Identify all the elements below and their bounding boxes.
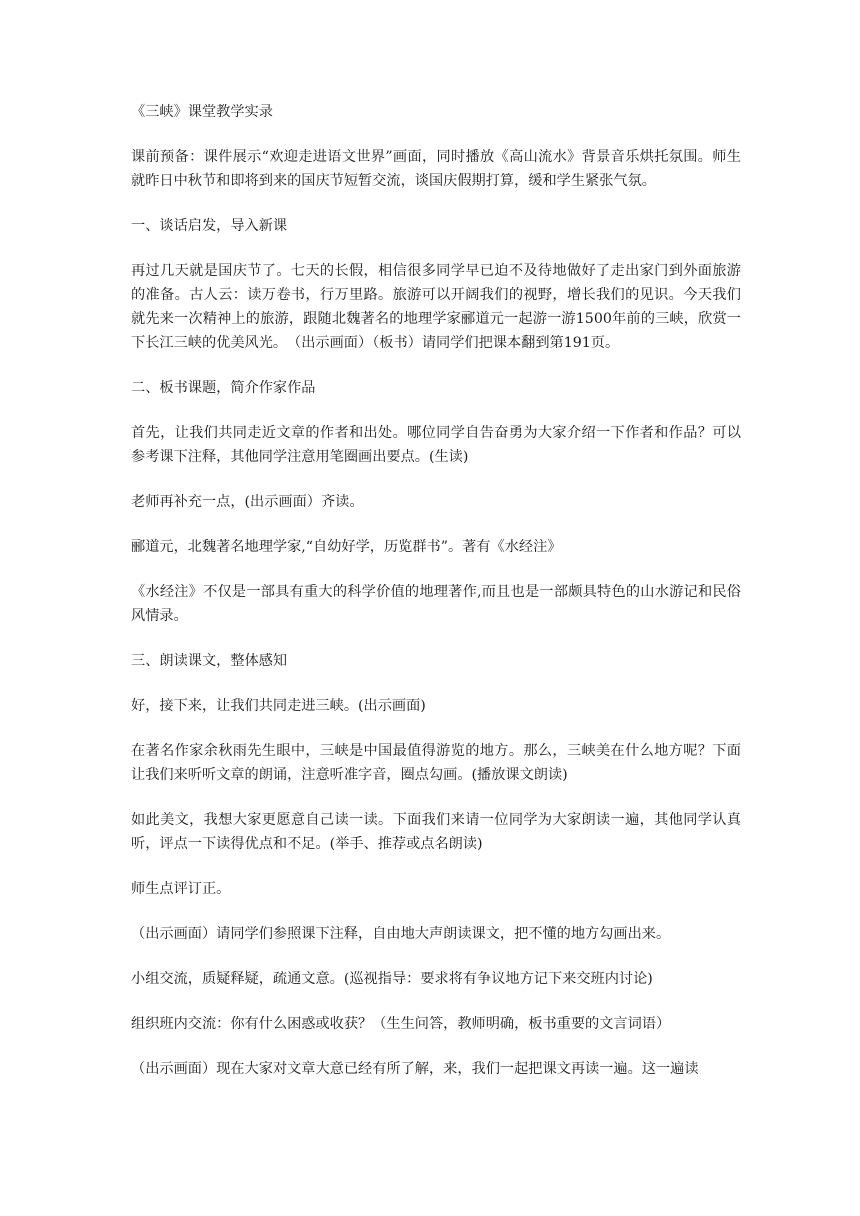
- paragraph-class-exchange: 组织班内交流：你有什么困惑或收获？（生生问答，教师明确，板书重要的文言词语）: [131, 1016, 671, 1032]
- paragraph-teacher-supplement: 老师再补充一点，(出示画面）齐读。: [131, 494, 364, 510]
- paragraph-yu-qiuyu: 在著名作家余秋雨先生眼中，三峡是中国最值得游览的地方。那么，三峡美在什么地方呢？下面让我们来听听文章的朗诵，注意听准字音，圈点勾画。(播放课文朗读): [131, 743, 741, 783]
- paragraph-review: 师生点评订正。: [131, 881, 231, 897]
- paragraph-enter-sanxia: 好，接下来，让我们共同走进三峡。(出示画面): [131, 698, 426, 714]
- paragraph-read-aloud: 如此美文，我想大家更愿意自己读一读。下面我们来请一位同学为大家朗读一遍，其他同学认真听，评点一下读得优点和不足。(举手、推荐或点名朗读): [131, 812, 741, 852]
- section-heading-1: 一、谈话启发，导入新课: [131, 218, 288, 234]
- paragraph-group-discussion: 小组交流，质疑释疑，疏通文意。(巡视指导：要求将有争议地方记下来交班内讨论): [131, 971, 653, 987]
- paragraph-reread: （出示画面）现在大家对文章大意已经有所了解，来，我们一起把课文再读一遍。这一遍读: [131, 1061, 699, 1077]
- paragraph-author-intro: 首先，让我们共同走近文章的作者和出处。哪位同学自告奋勇为大家介绍一下作者和作品？可以参考课下注释，其他同学注意用笔圈画出要点。(生读): [131, 425, 741, 465]
- section-heading-3: 三、朗读课文，整体感知: [131, 653, 288, 669]
- paragraph-intro: 再过几天就是国庆节了。七天的长假，相信很多同学早已迫不及待地做好了走出家门到外面旅游的准备。古人云：读万卷书，行万里路。旅游可以开阔我们的视野，增长我们的见识。今天我们就先来一次精神上的旅游，跟随北魏著名的地理学家郦道元一起游一游1500年前的三峡，欣赏一下长江三峡的优美风光。 （出示画面）（板书）请同学们把课本翻到第191页。: [131, 263, 741, 351]
- paragraph-free-reading: （出示画面）请同学们参照课下注释，自由地大声朗读课文，把不懂的地方勾画出来。: [131, 926, 671, 942]
- document-page: [131, 100, 741, 1102]
- section-heading-2: 二、板书课题，简介作家作品: [131, 380, 316, 396]
- paragraph-li-daoyuan: 郦道元，北魏著名地理学家,“自幼好学，历览群书”。著有《水经注》: [131, 539, 562, 555]
- paragraph-shuijingzhu: 《水经注》不仅是一部具有重大的科学价值的地理著作,而且也是一部颇具特色的山水游记和民俗风情录。: [131, 584, 741, 624]
- paragraph-preparation: 课前预备：课件展示“欢迎走进语文世界”画面，同时播放《高山流水》背景音乐烘托氛围。师生就昨日中秋节和即将到来的国庆节短暂交流，谈国庆假期打算，缓和学生紧张气氛。: [131, 149, 741, 189]
- document-title: 《三峡》课堂教学实录: [131, 104, 273, 120]
